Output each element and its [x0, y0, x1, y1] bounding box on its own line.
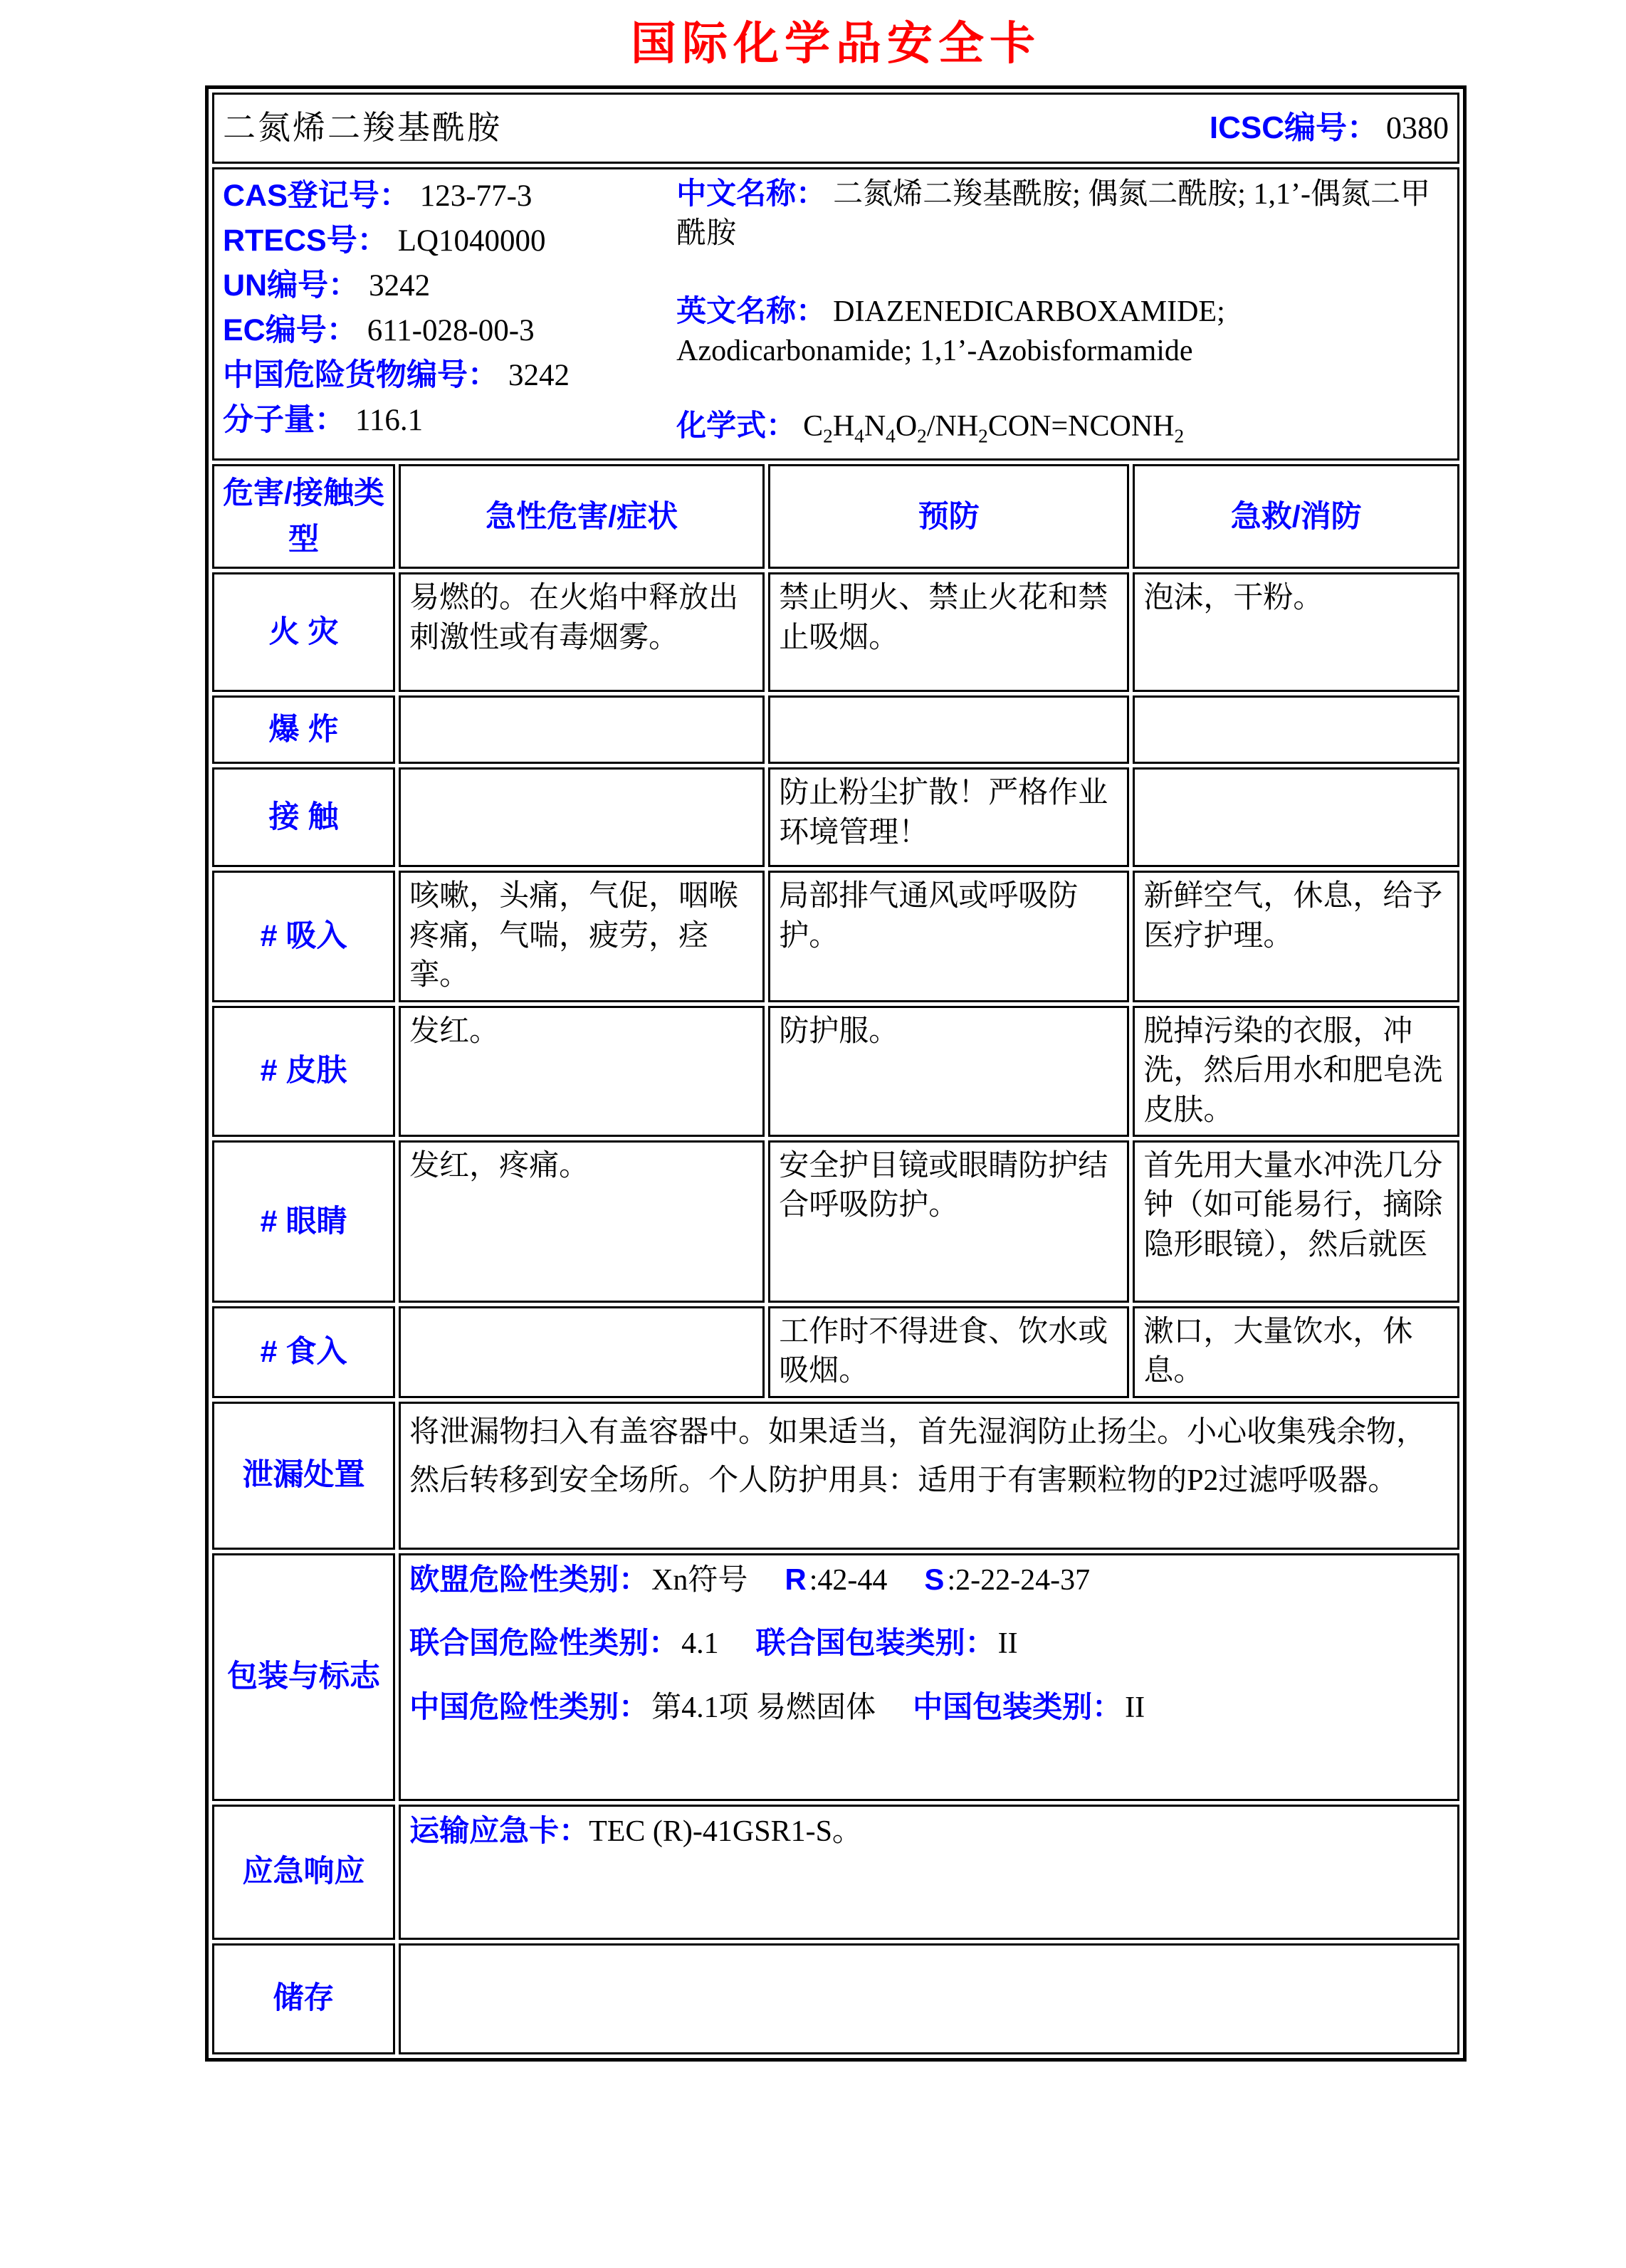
exposure-response-cell — [1133, 767, 1459, 867]
skin-response-cell: 脱掉污染的衣服，冲洗，然后用水和肥皂洗皮肤。 — [1133, 1006, 1459, 1137]
substance-header-cell — [212, 93, 1459, 164]
storage-row — [212, 1943, 1459, 2054]
ec-label: EC编号： — [223, 313, 357, 347]
cas-number-row — [223, 174, 676, 219]
spillage-row — [212, 1402, 1459, 1550]
hazard-type-exposure: 接 触 — [212, 767, 395, 867]
page-title: 国际化学品安全卡 — [631, 18, 1041, 69]
un-value: 3242 — [369, 269, 431, 303]
eu-hazard-class-line: 欧盟危险性类别：Xn符号 R:42-44 S:2-22-24-37 — [409, 1562, 1091, 1597]
spillage-text-cell: 将泄漏物扫入有盖容器中。如果适当，首先湿润防止扬尘。小心收集残余物，然后转移到安全场所。个人防护用具：适用于有害颗粒物的P2过滤呼吸器。 — [399, 1402, 1459, 1550]
hazard-header-symptoms: 急性危害/症状 — [399, 464, 765, 569]
storage-label: 储存 — [212, 1943, 395, 2054]
hazard-row-ingestion — [212, 1306, 1459, 1398]
exposure-prevention-cell: 防止粉尘扩散！严格作业环境管理！ — [768, 767, 1129, 867]
chinese-name-block — [676, 174, 1449, 254]
hazard-type-explosion: 爆 炸 — [212, 695, 395, 764]
eyes-symptoms-cell: 发红，疼痛。 — [399, 1140, 765, 1303]
molecular-weight-value: 116.1 — [355, 404, 424, 437]
icsc-label: ICSC编号： — [1209, 110, 1378, 145]
spillage-label: 泄漏处置 — [212, 1402, 395, 1550]
hazard-row-skin — [212, 1006, 1459, 1137]
chemical-formula-label: 化学式： — [676, 408, 797, 442]
icsc-number: 0380 — [1386, 110, 1449, 145]
inhalation-response-cell: 新鲜空气，休息，给予医疗护理。 — [1133, 871, 1459, 1002]
transport-emergency-card-line: 运输应急卡：TEC (R)-41GSR1-S。 — [409, 1813, 862, 1848]
rtecs-label: RTECS号： — [223, 224, 388, 258]
storage-content-cell — [399, 1943, 1459, 2054]
molecular-weight-label: 分子量： — [223, 403, 345, 437]
english-name-value: DIAZENEDICARBOXAMIDE; Azodicarbonamide; 1,1’-Azobisformamide — [676, 295, 1225, 368]
english-name-block — [676, 291, 1449, 372]
ingestion-response-cell: 漱口，大量饮水，休息。 — [1133, 1306, 1459, 1398]
fire-prevention-cell: 禁止明火、禁止火花和禁止吸烟。 — [768, 572, 1129, 692]
inhalation-prevention-cell: 局部排气通风或呼吸防护。 — [768, 871, 1129, 1002]
hazard-row-exposure — [212, 767, 1459, 867]
china-dg-value: 3242 — [508, 359, 570, 392]
china-dg-number-row — [223, 353, 676, 398]
packaging-label: 包装与标志 — [212, 1553, 395, 1801]
packaging-row — [212, 1553, 1459, 1801]
skin-symptoms-cell: 发红。 — [399, 1006, 765, 1137]
icsc-number-group — [1210, 107, 1449, 149]
cas-label: CAS登记号： — [223, 179, 410, 213]
safety-card-table — [205, 85, 1467, 2062]
exposure-symptoms-cell — [399, 767, 765, 867]
hazard-row-eyes — [212, 1140, 1459, 1303]
hazard-row-inhalation — [212, 871, 1459, 1002]
eyes-prevention-cell: 安全护目镜或眼睛防护结合呼吸防护。 — [768, 1140, 1129, 1303]
emergency-response-cell — [399, 1805, 1459, 1940]
identification-cell — [212, 167, 1459, 461]
fire-symptoms-cell: 易燃的。在火焰中释放出刺激性或有毒烟雾。 — [399, 572, 765, 692]
hazard-row-fire — [212, 572, 1459, 692]
ingestion-symptoms-cell — [399, 1306, 765, 1398]
un-label: UN编号： — [223, 268, 360, 303]
ingestion-prevention-cell: 工作时不得进食、饮水或吸烟。 — [768, 1306, 1129, 1398]
fire-response-cell: 泡沫，干粉。 — [1133, 572, 1459, 692]
hazard-header-response: 急救/消防 — [1133, 464, 1459, 569]
hazard-type-inhalation: # 吸入 — [212, 871, 395, 1002]
names-block — [676, 174, 1449, 454]
cas-value: 123-77-3 — [419, 179, 533, 213]
hazard-header-type: 危害/接触类型 — [212, 464, 395, 569]
china-hazard-class-line: 中国危险性类别：第4.1项 易燃固体 中国包装类别：II — [409, 1689, 1145, 1724]
china-dg-label: 中国危险货物编号： — [223, 358, 498, 392]
substance-name: 二氮烯二羧基酰胺 — [223, 109, 502, 146]
packaging-content-cell — [399, 1553, 1459, 1801]
ec-value: 611-028-00-3 — [367, 314, 535, 347]
substance-header-row — [212, 93, 1459, 164]
hazard-type-eyes: # 眼睛 — [212, 1140, 395, 1303]
chinese-name-label: 中文名称： — [676, 177, 827, 210]
eyes-response-cell: 首先用大量水冲洗几分钟（如可能易行，摘除隐形眼镜），然后就医 — [1133, 1140, 1459, 1303]
rtecs-number-row — [223, 219, 676, 263]
explosion-response-cell — [1133, 695, 1459, 764]
ec-number-row — [223, 308, 676, 353]
explosion-symptoms-cell — [399, 695, 765, 764]
inhalation-symptoms-cell: 咳嗽，头痛，气促，咽喉疼痛，气喘，疲劳，痉挛。 — [399, 871, 765, 1002]
un-number-row — [223, 263, 676, 308]
chemical-formula-value: $C_2H_4N_4O_2/NH_2CON=NCONH_2$ — [803, 409, 1185, 447]
skin-prevention-cell: 防护服。 — [768, 1006, 1129, 1137]
emergency-response-label: 应急响应 — [212, 1805, 395, 1940]
hazard-type-fire: 火 灾 — [212, 572, 395, 692]
identification-row — [212, 167, 1459, 461]
hazard-row-explosion — [212, 695, 1459, 764]
chinese-name-value: 二氮烯二羧基酰胺; 偶氮二酰胺; 1,1’-偶氮二甲酰胺 — [676, 178, 1430, 251]
molecular-weight-row — [223, 398, 676, 443]
english-name-label: 英文名称： — [676, 293, 827, 327]
un-hazard-class-line: 联合国危险性类别：4.1 联合国包装类别：II — [409, 1626, 1018, 1661]
emergency-response-row — [212, 1805, 1459, 1940]
identifier-list — [223, 174, 676, 454]
hazard-header-prevention: 预防 — [768, 464, 1129, 569]
hazard-header-row — [212, 464, 1459, 569]
hazard-type-ingestion: # 食入 — [212, 1306, 395, 1398]
explosion-prevention-cell — [768, 695, 1129, 764]
hazard-type-skin: # 皮肤 — [212, 1006, 395, 1137]
rtecs-value: LQ1040000 — [397, 224, 546, 258]
chemical-formula-block — [676, 406, 1449, 449]
